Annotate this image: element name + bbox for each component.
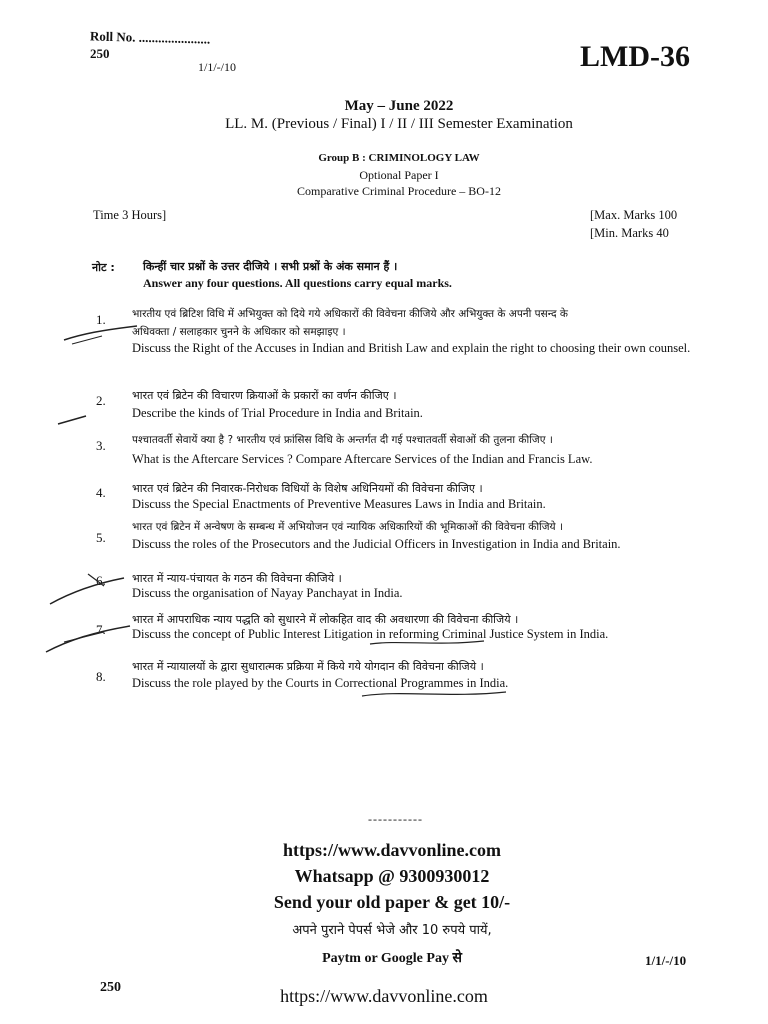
exam-group: Group B : CRIMINOLOGY LAW (318, 152, 480, 164)
question-hindi: भारत एवं ब्रिटेन में अन्वेषण के सम्बन्ध में अभियोजन एवं न्यायिक अधिकारियों की भूमिकाओं की विवेचना कीजिये । (132, 521, 563, 533)
pen-mark-q6 (48, 570, 128, 610)
question-hindi: भारत में आपराधिक न्याय पद्धति को सुधारने में लोकहित वाद की अवधारणा की विवेचना कीजिये । (132, 613, 519, 626)
pen-underline-correctional (360, 688, 510, 700)
note-hindi: किन्हीं चार प्रश्नों के उत्तर दीजिये । सभी प्रश्नों के अंक समान हैं । (143, 260, 398, 273)
question-hindi: पश्चातवर्ती सेवायें क्या है ? भारतीय एवं फ्रांसिस विधि के अन्तर्गत दी गई पश्चातवर्ती सेवाओं की तुलना कीजिए । (132, 434, 553, 446)
pen-underline-litigation (368, 638, 488, 648)
question-number: 2. (96, 393, 106, 408)
question-number: 5. (96, 530, 106, 545)
footer-serial: 250 (100, 980, 121, 995)
pen-mark-q2 (56, 410, 96, 430)
exam-optional-paper: Optional Paper I (359, 168, 439, 182)
roll-number-label: Roll No. ...................... (89, 28, 211, 47)
serial-number: 250 (90, 46, 110, 61)
question-english: Describe the kinds of Trial Procedure in India and Britain. (132, 406, 423, 420)
question-english: Discuss the roles of the Prosecutors and the Judicial Officers in Investigation in India and Britain. (132, 537, 621, 551)
question-english: Discuss the Right of the Accuses in Indian and British Law and explain the right to choosing their own counsel. (132, 341, 691, 355)
question-number: 7. (96, 622, 106, 637)
exam-subject: Comparative Criminal Procedure – BO-12 (297, 184, 501, 198)
footer-whatsapp: Whatsapp @ 9300930012 (294, 866, 490, 886)
question-hindi: भारत एवं ब्रिटेन की निवारक-निरोधक विधियों के विशेष अधिनियमों की विवेचना कीजिए । (132, 482, 483, 495)
question-english: Discuss the concept of Public Interest Litigation in reforming Criminal Justice System in India. (132, 627, 609, 641)
pen-mark-q1 (62, 318, 142, 348)
paper-code: LMD-36 (580, 40, 690, 73)
question-number: 6. (96, 573, 106, 588)
question-hindi-continued: अधिवक्ता / सलाहकार चुनने के अधिकार को समझाइए । (132, 326, 346, 338)
footer-payment: Paytm or Google Pay से (322, 951, 462, 966)
question-hindi: भारत में न्याय-पंचायत के गठन की विवेचना कीजिये । (132, 572, 342, 585)
exam-title: LL. M. (Previous / Final) I / II / III Semester Examination (225, 116, 573, 132)
note-label: नोट : (92, 261, 115, 274)
question-number: 8. (96, 669, 106, 684)
question-number: 4. (96, 485, 106, 500)
question-english: Discuss the role played by the Courts in Correctional Programmes in India. (132, 676, 509, 690)
question-hindi: भारत में न्यायालयों के द्वारा सुधारात्मक प्रक्रिया में किये गये योगदान की विवेचना कीजिये । (132, 660, 484, 673)
question-hindi: भारतीय एवं ब्रिटिश विधि में अभियुक्त को दिये गये अधिकारों की विवेचना कीजिये और अभियुक्त के अपनी पसन्द के (132, 308, 568, 320)
question-number: 3. (96, 438, 106, 453)
question-english: Discuss the organisation of Nayay Panchayat in India. (132, 586, 403, 600)
paper-code-small: 1/1/-/10 (198, 60, 236, 74)
exam-session: May – June 2022 (344, 98, 454, 114)
footer-website-bottom: https://www.davvonline.com (280, 986, 488, 1006)
footer-offer: Send your old paper & get 10/- (273, 892, 511, 912)
question-hindi: भारत एवं ब्रिटेन की विचारण क्रियाओं के प्रकारों का वर्णन कीजिए । (132, 389, 397, 402)
footer-website: https://www.davvonline.com (282, 840, 502, 860)
footer-divider: ----------- (368, 812, 423, 826)
footer-paper-code: 1/1/-/10 (645, 953, 687, 968)
footer-offer-hindi: अपने पुराने पेपर्स भेजे और 10 रुपये पायें, (292, 923, 492, 938)
min-marks: [Min. Marks 40 (590, 226, 669, 240)
question-english: What is the Aftercare Services ? Compare Aftercare Services of the Indian and Francis Law. (132, 452, 593, 466)
max-marks: [Max. Marks 100 (590, 208, 678, 222)
question-number: 1. (96, 312, 106, 327)
pen-mark-q7 (44, 618, 134, 658)
note-english: Answer any four questions. All questions carry equal marks. (143, 276, 452, 290)
question-english: Discuss the Special Enactments of Preventive Measures Laws in India and Britain. (132, 497, 546, 511)
time-allowed: Time 3 Hours] (93, 208, 167, 222)
